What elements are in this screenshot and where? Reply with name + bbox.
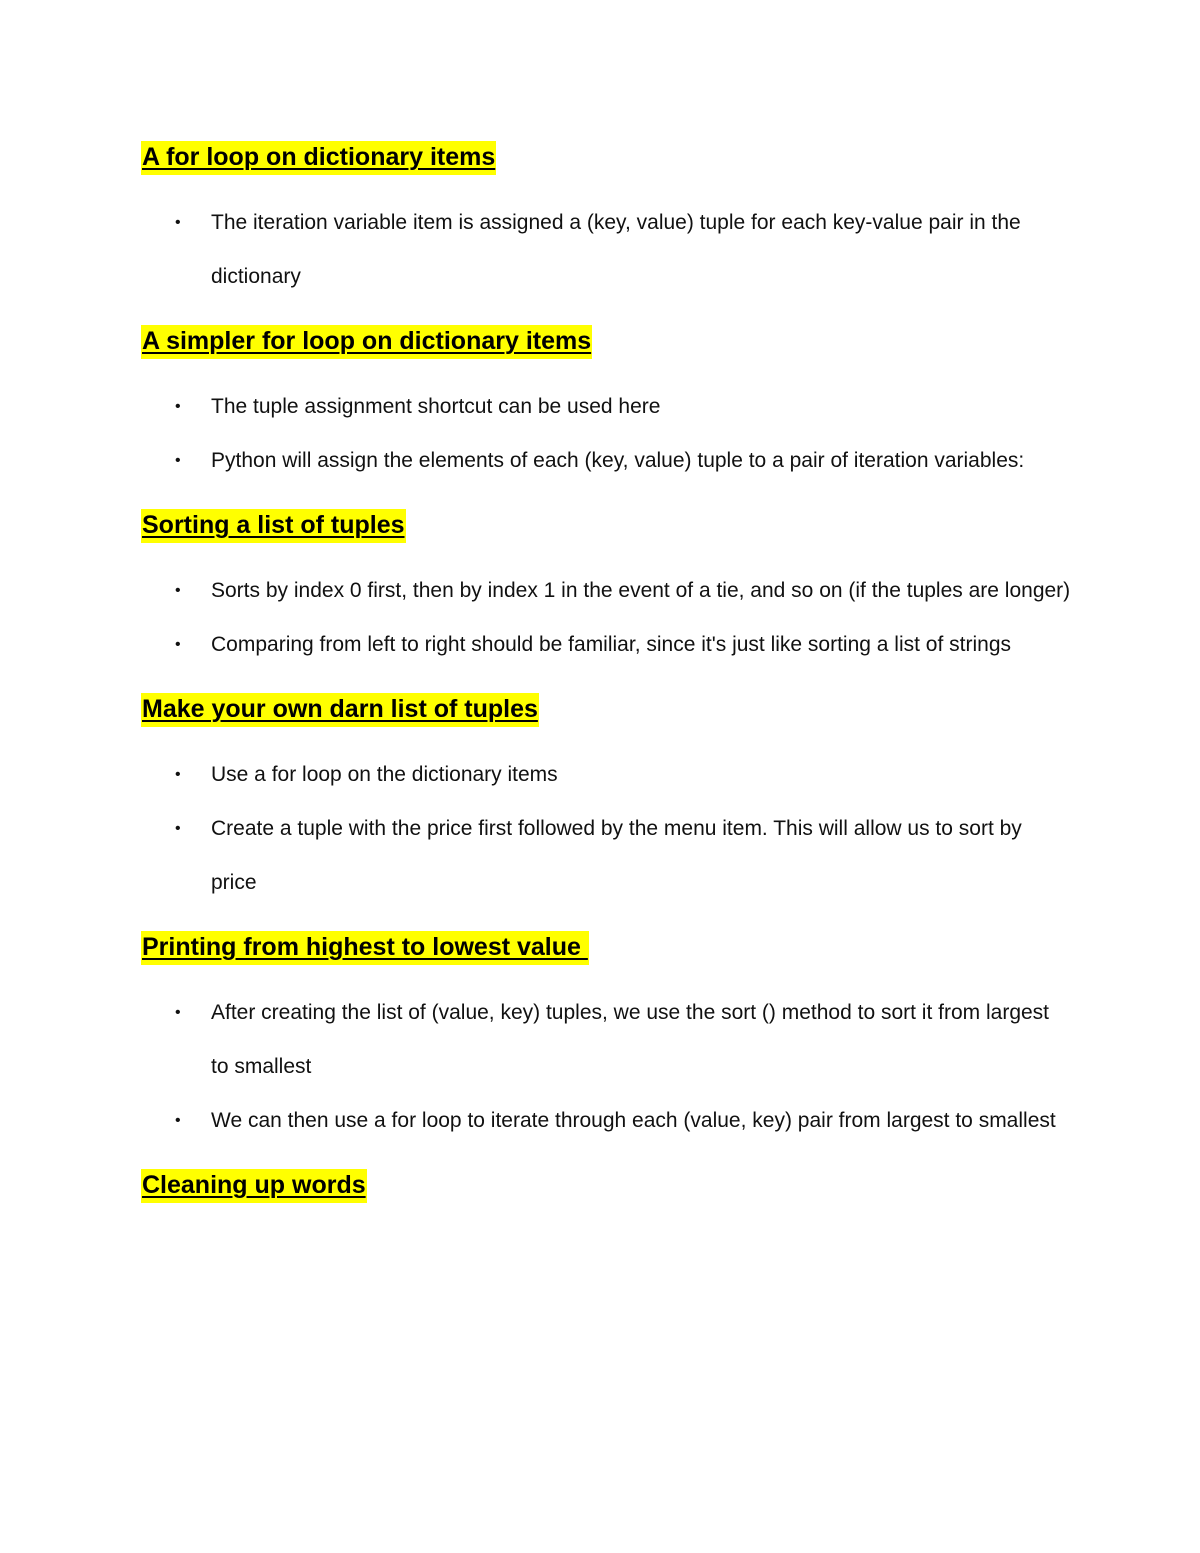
list-item <box>141 380 1071 434</box>
bullet-icon: • <box>175 582 181 599</box>
bullet-list <box>141 748 1071 910</box>
section-heading <box>141 322 1071 360</box>
section-cleaning-words <box>141 1166 1071 1204</box>
bullet-list <box>141 564 1071 672</box>
bullet-list <box>141 986 1071 1148</box>
list-item <box>141 986 1071 1094</box>
list-item-text: The tuple assignment shortcut can be used here <box>211 395 661 418</box>
bullet-icon: • <box>175 1004 181 1021</box>
section-printing-highest <box>141 928 1071 1148</box>
section-own-list <box>141 690 1071 910</box>
list-item <box>141 1094 1071 1148</box>
list-item-text: Sorts by index 0 first, then by index 1 in the event of a tie, and so on (if the tuples are longer) <box>211 579 1071 602</box>
list-item <box>141 802 1071 910</box>
bullet-list <box>141 196 1071 304</box>
list-item-text: After creating the list of (value, key) tuples, we use the sort () method to sort it from largest to smallest <box>211 1001 1050 1078</box>
list-item <box>141 618 1071 672</box>
section-heading <box>141 690 1071 728</box>
section-sorting-tuples <box>141 506 1071 672</box>
list-item-text: We can then use a for loop to iterate through each (value, key) pair from largest to smallest <box>211 1109 1056 1132</box>
list-item <box>141 748 1071 802</box>
bullet-icon: • <box>175 820 181 837</box>
heading-text: A simpler for loop on dictionary items <box>141 325 592 359</box>
list-item <box>141 434 1071 488</box>
section-simpler-loop <box>141 322 1071 488</box>
bullet-icon: • <box>175 398 181 415</box>
section-dict-items-loop <box>141 138 1071 304</box>
list-item-text: Python will assign the elements of each (key, value) tuple to a pair of iteration variables: <box>211 449 1025 472</box>
document-body <box>141 138 1071 1224</box>
bullet-icon: • <box>175 636 181 653</box>
heading-text: Printing from highest to lowest value <box>141 931 589 965</box>
section-heading <box>141 1166 1071 1204</box>
bullet-icon: • <box>175 214 181 231</box>
section-heading <box>141 928 1071 966</box>
list-item-text: Comparing from left to right should be familiar, since it's just like sorting a list of strings <box>211 633 1011 656</box>
section-heading <box>141 506 1071 544</box>
bullet-icon: • <box>175 766 181 783</box>
heading-text: Sorting a list of tuples <box>141 509 406 543</box>
list-item-text: The iteration variable item is assigned a (key, value) tuple for each key-value pair in the dictionary <box>211 211 1021 288</box>
bullet-icon: • <box>175 1112 181 1129</box>
heading-text: Make your own darn list of tuples <box>141 693 539 727</box>
list-item-text: Use a for loop on the dictionary items <box>211 763 558 786</box>
section-heading <box>141 138 1071 176</box>
list-item <box>141 196 1071 304</box>
heading-text: Cleaning up words <box>141 1169 367 1203</box>
bullet-icon: • <box>175 452 181 469</box>
bullet-list <box>141 380 1071 488</box>
list-item <box>141 564 1071 618</box>
list-item-text: Create a tuple with the price first followed by the menu item. This will allow us to sort by price <box>211 817 1022 894</box>
heading-text: A for loop on dictionary items <box>141 141 496 175</box>
